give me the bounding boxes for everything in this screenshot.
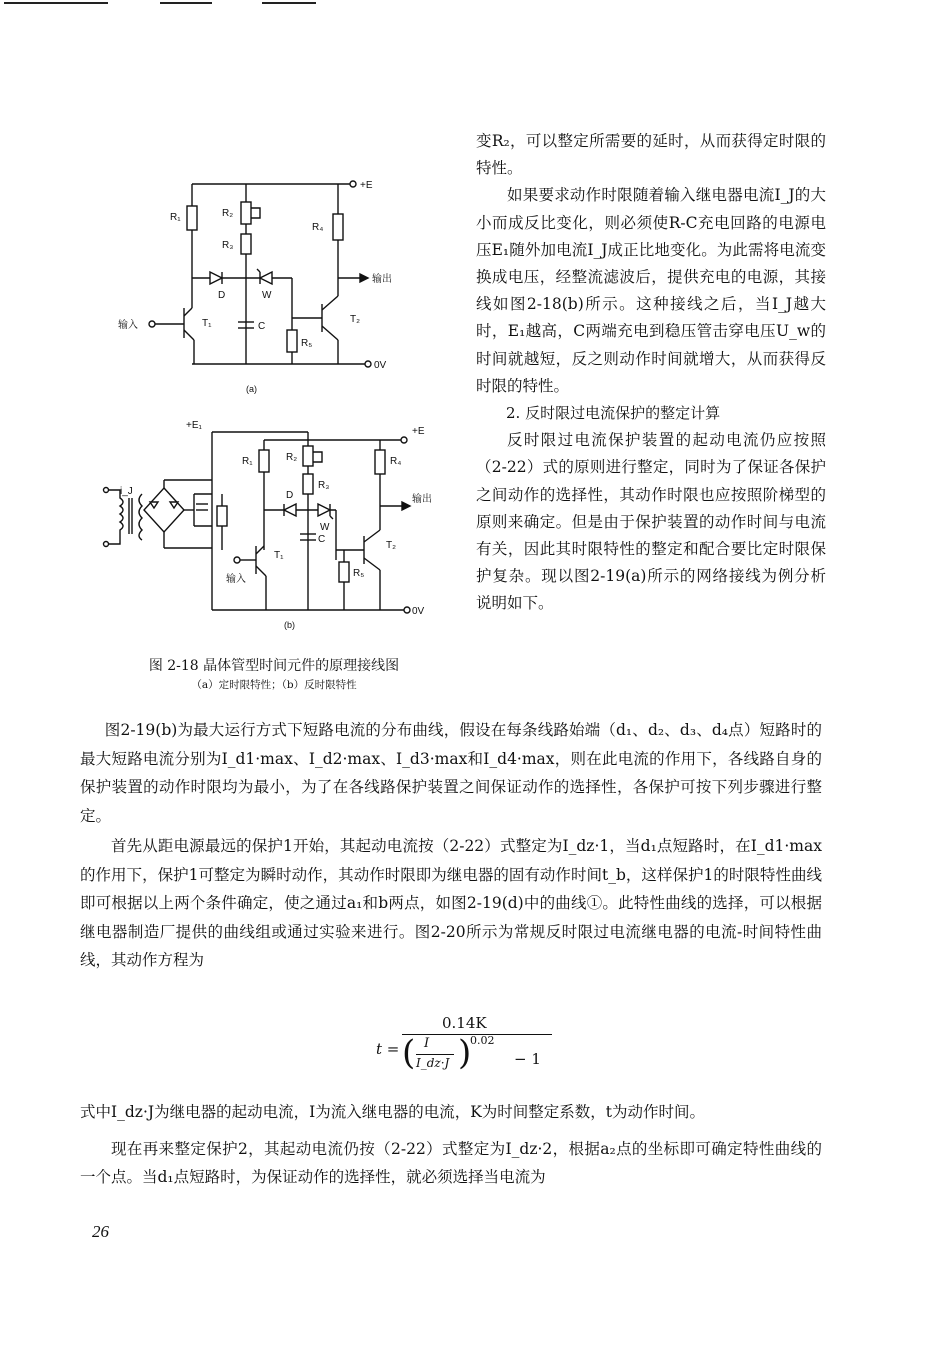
label-t2-a: T₂ <box>350 314 360 325</box>
right-paragraph-3: 反时限过电流保护装置的起动电流仍应按照（2-22）式的原则进行整定，同时为了保证各保护之间动作的选择性，其动作时限也应按照阶梯型的原则来确定。但是由于保护装置的动作时间与电流有关，因此其时限特性的整定和配合要比定时限保护复杂。现以图2-19(a)所示的网络接线为例分析说明如下。 <box>476 431 826 613</box>
top-rule-1 <box>4 2 108 4</box>
circuit-diagram-b <box>96 410 446 630</box>
paren-right: ) <box>458 1033 472 1073</box>
figure-caption <box>84 656 464 694</box>
formula-lhs: t = <box>376 1040 400 1058</box>
label-output-a: 输出 <box>372 274 392 285</box>
label-c-b: C <box>318 534 326 545</box>
top-rule-3 <box>262 2 316 4</box>
body-paragraph-4: 现在再来整定保护2，其起动电流仍按（2-22）式整定为I_dz·2，根据a₂点的坐标即可确定特性曲线的一个点。当d₁点短路时，为保证动作的选择性，就必须选择当电流为 <box>80 1139 822 1186</box>
label-r4-a: R₄ <box>312 222 324 233</box>
figure-b-label: (b) <box>284 620 295 630</box>
section-heading: 2. 反时限过电流保护的整定计算 <box>506 404 721 423</box>
caption-title: 图 2-18 晶体管型时间元件的原理接线图 <box>148 658 400 674</box>
right-column <box>476 128 826 618</box>
body-paragraph-3: 式中I_dz·J为继电器的起动电流，I为流入继电器的电流，K为时间整定系数，t为动作时间。 <box>80 1103 706 1121</box>
label-r3-b: R₃ <box>318 480 330 491</box>
label-output-b: 输出 <box>412 494 432 505</box>
label-plus-e: +E <box>360 180 373 191</box>
circuit-diagram-a <box>110 168 410 398</box>
label-r4-b: R₄ <box>390 456 402 467</box>
label-r1-b: R₁ <box>242 456 253 467</box>
page-number: 26 <box>92 1222 109 1241</box>
figure-a-label: (a) <box>246 384 257 394</box>
formula-exponent: 0.02 <box>470 1034 495 1047</box>
label-d-b: D <box>286 490 294 501</box>
paren-left: ( <box>402 1033 416 1073</box>
body-block-1 <box>80 716 822 975</box>
label-r5-a: R₅ <box>301 338 313 349</box>
label-r1: R₁ <box>170 212 181 223</box>
label-0v: 0V <box>374 360 387 371</box>
top-rule-2 <box>160 2 212 4</box>
right-paragraph-1: 变R₂，可以整定所需要的延时，从而获得定时限的特性。 <box>476 132 826 178</box>
label-0v-b: 0V <box>412 606 425 617</box>
label-d-a: D <box>218 290 226 301</box>
label-t1-a: T₁ <box>202 318 212 329</box>
inner-den: I_dz·J <box>416 1056 450 1070</box>
inner-num: I <box>424 1036 430 1051</box>
label-ij: i_J <box>120 486 133 497</box>
label-r5-b: R₅ <box>353 568 365 579</box>
formula-minus-one: − 1 <box>514 1050 541 1068</box>
body-block-2 <box>80 1098 822 1192</box>
label-w-b: W <box>320 522 330 533</box>
label-plus-e1: +E₁ <box>186 420 202 431</box>
label-w-a: W <box>262 290 272 301</box>
label-r2-b: R₂ <box>286 452 298 463</box>
label-plus-e-b: +E <box>412 426 425 437</box>
inner-bar <box>416 1054 454 1055</box>
body-paragraph-1: 图2-19(b)为最大运行方式下短路电流的分布曲线，假设在每条线路始端（d₁、d₂、d₃、d₄点）短路时的最大短路电流分别为I_d1·max、I_d2·max、I_d3·max和I_d4·max，则在此电流的作用下，各线路自身的保护装置的动作时限均为最小，为了在各线路保护装置之间保证动作的选择性，各保护可按下列步骤进行整定。 <box>80 721 822 825</box>
label-t1-b: T₁ <box>274 550 284 561</box>
formula-numerator: 0.14K <box>442 1014 487 1032</box>
right-paragraph-2: 如果要求动作时限随着输入继电器电流I_J的大小而成反比变化，则必须使R-C充电回路的电源电压E₁随外加电流I_J成正比地变化。为此需将电流变换成电压，经整流滤波后，提供充电的电源，其接线如图2-18(b)所示。这种接线之后，当I_J越大时，E₁越高，C两端充电到稳压管击穿电压U_w的时间就越短，反之则动作时间就增大，从而获得反时限的特性。 <box>476 186 826 395</box>
formula <box>376 1014 596 1084</box>
caption-subtitle: （a）定时限特性；（b）反时限特性 <box>191 679 357 691</box>
label-input-a: 输入 <box>118 320 138 331</box>
label-input-b: 输入 <box>226 574 246 585</box>
label-r3: R₃ <box>222 240 234 251</box>
label-c-a: C <box>258 321 266 332</box>
label-t2-b: T₂ <box>386 540 396 551</box>
body-paragraph-2: 首先从距电源最远的保护1开始，其起动电流按（2-22）式整定为I_dz·1，当d₁点短路时，在I_d1·max的作用下，保护1可整定为瞬时动作，其动作时限即为继电器的固有动作时间t_b，这样保护1的时限特性曲线即可根据以上两个条件确定，使之通过a₁和b两点，如图2-19(d)中的曲线①。此特性曲线的选择，可以根据继电器制造厂提供的曲线组或通过实验来进行。图2-20所示为常规反时限过电流继电器的电流-时间特性曲线，其动作方程为 <box>80 837 822 969</box>
label-r2: R₂ <box>222 208 234 219</box>
